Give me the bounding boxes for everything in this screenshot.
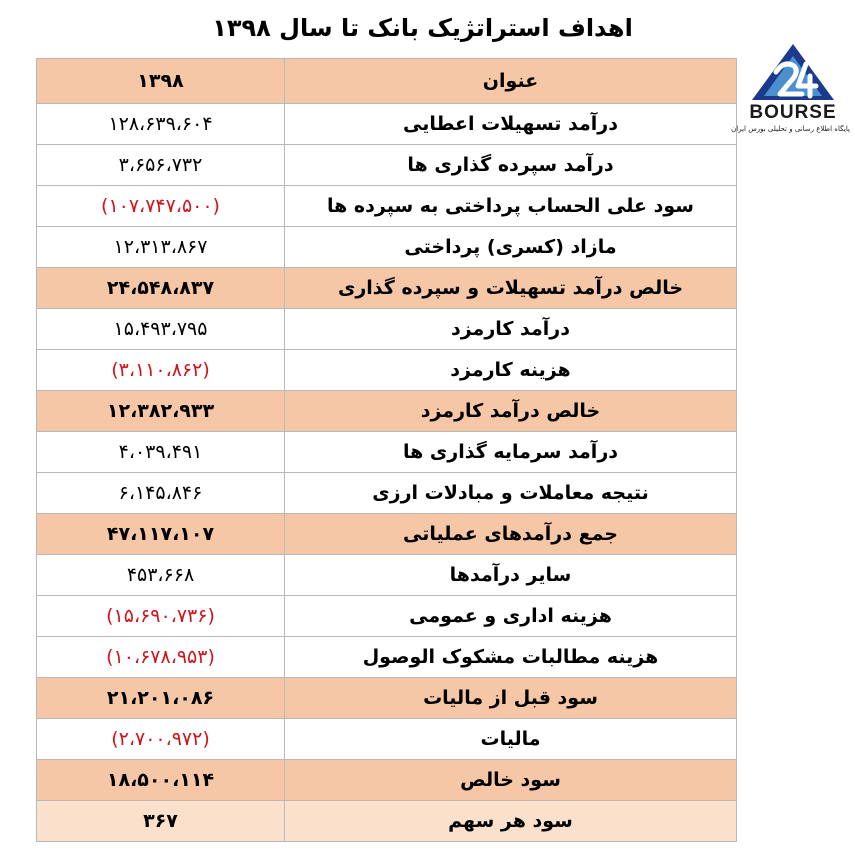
row-label: هزینه مطالبات مشکوک الوصول: [285, 637, 737, 678]
table-row: [37, 637, 737, 678]
row-value: ۱۲،۳۱۳،۸۶۷: [37, 227, 285, 268]
table-row: [37, 145, 737, 186]
logo-wordmark: BOURSE: [749, 102, 837, 123]
row-label: خالص درآمد کارمزد: [285, 391, 737, 432]
row-value: (۲،۷۰۰،۹۷۲): [37, 719, 285, 760]
row-value: ۳،۶۵۶،۷۳۲: [37, 145, 285, 186]
row-value: ۴،۰۳۹،۴۹۱: [37, 432, 285, 473]
row-value: (۱۰۷،۷۴۷،۵۰۰): [37, 186, 285, 227]
row-label: مازاد (کسری) پرداختی: [285, 227, 737, 268]
row-label: خالص درآمد تسهیلات و سپرده گذاری: [285, 268, 737, 309]
logo-tagline: پایگاه اطلاع رسانی و تحلیلی بورس ایران: [731, 125, 850, 133]
row-label: درآمد سرمایه گذاری ها: [285, 432, 737, 473]
table-row: [37, 719, 737, 760]
row-label: درآمد تسهیلات اعطایی: [285, 104, 737, 145]
row-value: ۱۵،۴۹۳،۷۹۵: [37, 309, 285, 350]
table-row: [37, 227, 737, 268]
table-row: [37, 473, 737, 514]
row-label: سود خالص: [285, 760, 737, 801]
table-row: [37, 555, 737, 596]
table-row: [37, 391, 737, 432]
row-label: سایر درآمدها: [285, 555, 737, 596]
row-value: ۱۸،۵۰۰،۱۱۴: [37, 760, 285, 801]
table-row: [37, 678, 737, 719]
table-row: [37, 186, 737, 227]
table-row: [37, 760, 737, 801]
table-row: [37, 801, 737, 842]
table-header-row: [37, 59, 737, 104]
row-label: سود هر سهم: [285, 801, 737, 842]
row-label: سود علی الحساب پرداختی به سپرده ها: [285, 186, 737, 227]
table-row: [37, 309, 737, 350]
bourse-logo: [731, 42, 850, 142]
row-label: سود قبل از مالیات: [285, 678, 737, 719]
table-row: [37, 350, 737, 391]
row-label: درآمد کارمزد: [285, 309, 737, 350]
header-label-cell: عنوان: [285, 59, 737, 104]
row-label: مالیات: [285, 719, 737, 760]
row-label: جمع درآمدهای عملیاتی: [285, 514, 737, 555]
row-value: ۶،۱۴۵،۸۴۶: [37, 473, 285, 514]
row-value: ۱۲،۳۸۲،۹۳۳: [37, 391, 285, 432]
strategic-goals-table: [36, 58, 737, 842]
page-title: اهداف استراتژیک بانک تا سال ۱۳۹۸: [212, 14, 633, 42]
row-label: درآمد سپرده گذاری ها: [285, 145, 737, 186]
row-value: (۱۰،۶۷۸،۹۵۳): [37, 637, 285, 678]
table-row: [37, 514, 737, 555]
row-value: (۱۵،۶۹۰،۷۳۶): [37, 596, 285, 637]
table-row: [37, 432, 737, 473]
row-label: نتیجه معاملات و مبادلات ارزی: [285, 473, 737, 514]
row-label: هزینه اداری و عمومی: [285, 596, 737, 637]
row-value: ۴۷،۱۱۷،۱۰۷: [37, 514, 285, 555]
table-row: [37, 104, 737, 145]
row-value: (۳،۱۱۰،۸۶۲): [37, 350, 285, 391]
bourse-logo-mark-icon: [736, 42, 850, 104]
row-label: هزینه کارمزد: [285, 350, 737, 391]
row-value: ۴۵۳،۶۶۸: [37, 555, 285, 596]
row-value: ۲۱،۲۰۱،۰۸۶: [37, 678, 285, 719]
table-row: [37, 268, 737, 309]
row-value: ۲۴،۵۴۸،۸۳۷: [37, 268, 285, 309]
table-row: [37, 596, 737, 637]
row-value: ۱۲۸،۶۳۹،۶۰۴: [37, 104, 285, 145]
row-value: ۳۶۷: [37, 801, 285, 842]
header-value-cell: ۱۳۹۸: [37, 59, 285, 104]
